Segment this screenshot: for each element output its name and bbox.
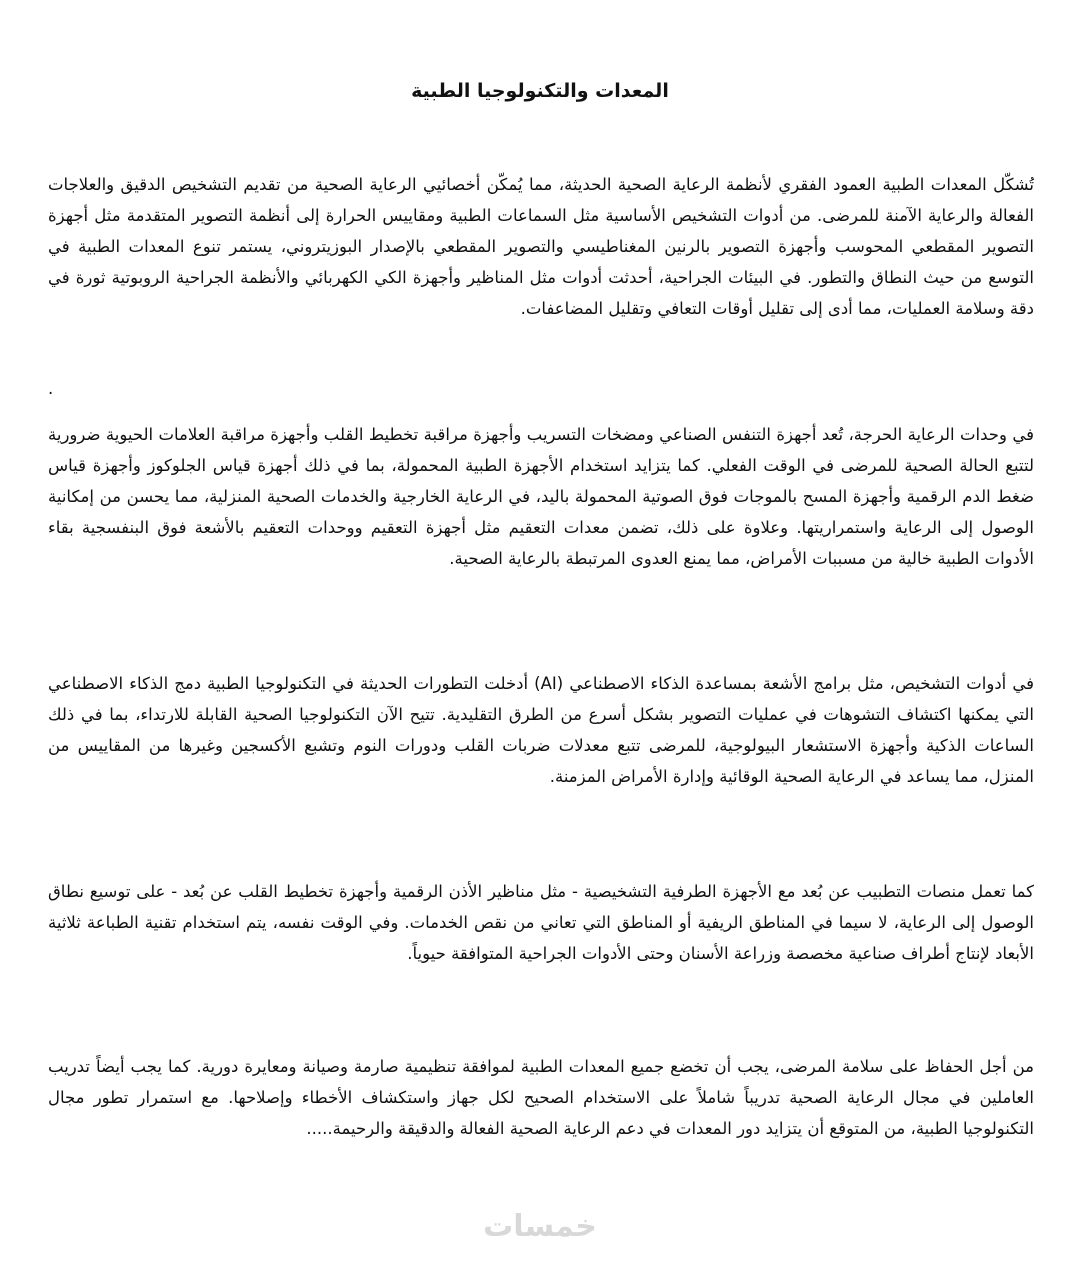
stray-dot: . [48,379,54,398]
paragraph-ai-diagnostics: في أدوات التشخيص، مثل برامج الأشعة بمساعدة الذكاء الاصطناعي (AI) أدخلت التطورات الحديثة في التكنولوجيا الطبية دمج الذكاء الاصطناعي التي يمكنها اكتشاف التشوهات في عمليات التصوير بشكل أسرع من الطرق التقليدية. تتيح الآن التكنولوجيا الصحية القابلة للارتداء، بما في ذلك الساعات الذكية وأجهزة الاستشعار البيولوجية، للمرضى تتبع معدلات ضربات القلب ودورات النوم وتشبع الأكسجين وغيرها من المقاييس من المنزل، مما يساعد في الرعاية الصحية الوقائية وإدارة الأمراض المزمنة. [48,674,1035,786]
khamsat-watermark: خمسات [483,1209,597,1244]
paragraph-medical-equipment-intro: تُشكّل المعدات الطبية العمود الفقري لأنظمة الرعاية الصحية الحديثة، مما يُمكّن أخصائيي الرعاية الصحية من تقديم التشخيص الدقيق والعلاجات الفعالة والرعاية الآمنة للمرضى. من أدوات التشخيص الأساسية مثل السماعات الطبية ومقاييس الحرارة إلى أنظمة التصوير المتقدمة مثل أجهزة التصوير المقطعي المحوسب وأجهزة التصوير بالرنين المغناطيسي والتصوير المقطعي بالإصدار البوزيتروني، يستمر تنوع المعدات الطبية في التوسع من حيث النطاق والتطور. في البيئات الجراحية، أحدثت أدوات مثل المناظير وأجهزة الكي الكهربائي والأنظمة الجراحية الروبوتية ثورة في دقة وسلامة العمليات، مما أدى إلى تقليل أوقات التعافي وتقليل المضاعفات. [48,175,1034,318]
paragraph-telemedicine: كما تعمل منصات التطبيب عن بُعد مع الأجهزة الطرفية التشخيصية - مثل مناظير الأذن الرقمية وأجهزة تخطيط القلب عن بُعد - على توسيع نطاق الوصول إلى الرعاية، لا سيما في المناطق الريفية أو المناطق التي تعاني من نقص الخدمات. وفي الوقت نفسه، يتم استخدام تقنية الطباعة ثلاثية الأبعاد لإنتاج أطراف صناعية مخصصة وزراعة الأسنان وحتى الأدوات الجراحية المتوافقة حيوياً. [48,882,1034,963]
paragraph-patient-safety: من أجل الحفاظ على سلامة المرضى، يجب أن تخضع جميع المعدات الطبية لموافقة تنظيمية صارمة وصيانة ومعايرة دورية. كما يجب أيضاً تدريب العاملين في مجال الرعاية الصحية تدريباً شاملاً على الاستخدام الصحيح لكل جهاز واستكشاف الأخطاء وإصلاحها. مع استمرار تطور مجال التكنولوجيا الطبية، من المتوقع أن يتزايد دور المعدات في دعم الرعاية الصحية الفعالة والدقيقة والرحيمة..... [48,1057,1034,1138]
page-title: المعدات والتكنولوجيا الطبية [411,79,669,102]
paragraph-critical-care: في وحدات الرعاية الحرجة، تُعد أجهزة التنفس الصناعي ومضخات التسريب وأجهزة مراقبة تخطيط القلب وأجهزة مراقبة العلامات الحيوية ضرورية لتتبع الحالة الصحية للمرضى في الوقت الفعلي. كما يتزايد استخدام الأجهزة الطبية المحمولة، بما في ذلك أجهزة قياس الجلوكوز وأجهزة قياس ضغط الدم الرقمية وأجهزة المسح بالموجات فوق الصوتية المحمولة باليد، في الرعاية الخارجية والخدمات الصحية المنزلية، مما يحسن من إمكانية الوصول إلى الرعاية واستمراريتها. وعلاوة على ذلك، تضمن معدات التعقيم مثل أجهزة التعقيم ووحدات التعقيم بالأشعة فوق البنفسجية بقاء الأدوات الطبية خالية من مسببات الأمراض، مما يمنع العدوى المرتبطة بالرعاية الصحية. [48,425,1034,568]
